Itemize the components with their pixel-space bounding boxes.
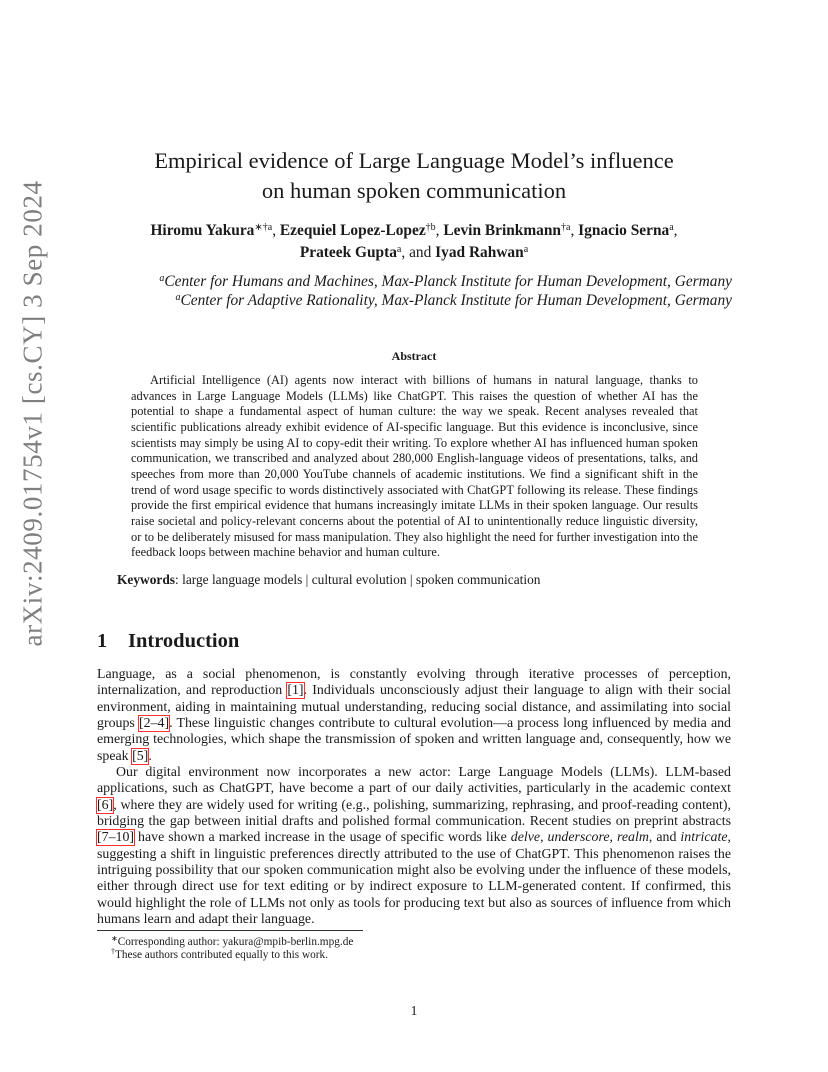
emphasized-word: underscore — [547, 830, 610, 846]
author-name: Ignacio Serna — [578, 222, 670, 239]
footnote — [111, 948, 328, 962]
footnote-text: These authors contributed equally to this work. — [115, 949, 329, 961]
author-mark: a — [669, 222, 674, 233]
author-list — [90, 220, 738, 264]
abstract — [131, 373, 698, 561]
paragraph-text: . These linguistic changes contribute to cultural evolution—a process long influenced by media and emerging technologies, which shape the transmission of spoken and written language and, consequently, how we speak — [97, 716, 731, 764]
keywords-text: : large language models | cultural evolution | spoken communication — [175, 572, 541, 587]
affiliations — [96, 272, 732, 310]
paragraph-text: have shown a marked increase in the usage of specific words like — [134, 830, 511, 846]
affiliation-mark: a — [175, 292, 181, 303]
keywords-label: Keywords — [117, 572, 176, 587]
affiliation-text: Center for Adaptive Rationality, Max-Planck Institute for Human Development, Germany — [180, 292, 732, 309]
keywords — [117, 572, 717, 588]
affiliation — [96, 291, 732, 310]
citation-link[interactable]: [2–4] — [138, 716, 170, 732]
title-line-2: on human spoken communication — [261, 178, 567, 203]
abstract-text: Artificial Intelligence (AI) agents now interact with billions of humans in natural language, thanks to advances in Large Language Models (LLMs) like ChatGPT. This raises the question of whether AI has the potential to shape a fundamental aspect of human culture: the way we speak. Recent analyses revealed that scientific publications already exhibit evidence of AI-specific language. But this evidence is inconclusive, since scientists may simply be using AI to copy-edit their writing. To explore whether AI has influenced human spoken communication, we transcribed and analyzed about 280,000 English-language videos of presentations, talks, and speeches from more than 20,000 YouTube channels of academic institutions. We find a significant shift in the trend of word usage specific to words distinctively associated with ChatGPT following its release. These findings provide the first empirical evidence that humans increasingly imitate LLMs in their spoken language. Our results raise societal and policy-relevant concerns about the potential of AI to unintentionally reduce linguistic diversity, or to be deliberately misused for mass manipulation. They also highlight the need for further investigation into the feedback loops between machine behavior and human culture. — [131, 373, 698, 560]
author-name: Prateek Gupta — [299, 244, 397, 261]
title-line-1: Empirical evidence of Large Language Model’s influence — [154, 148, 674, 173]
footnote-text: Corresponding author: yakura@mpib-berlin.mpg.de — [117, 936, 354, 948]
paragraph-text: , — [540, 830, 548, 846]
section-body — [97, 667, 731, 929]
footnote-rule — [97, 930, 363, 931]
paragraph-2 — [97, 765, 731, 928]
paragraph-text: , and — [648, 830, 681, 846]
author-name: Ezequiel Lopez-Lopez — [279, 222, 426, 239]
citation-link[interactable]: [6] — [97, 797, 114, 813]
paper-title — [90, 146, 738, 206]
section-number: 1 — [97, 630, 108, 652]
author-conjunction: and — [409, 244, 432, 261]
author-mark: ∗†a — [254, 222, 273, 233]
author-mark: †b — [425, 222, 436, 233]
paragraph-text: , suggesting a shift in linguistic preferences directly attributed to the use of ChatGPT. This phenomenon raises the intriguing possibility that our spoken communication might also be evolving under the influence of these models, either through direct use for text editing or by indirect exposure to LLM-generated content. If confirmed, this would highlight the role of LLMs not only as tools for producing text but also as sources of influence from which humans learn and adapt their language. — [97, 830, 731, 928]
author-name: Iyad Rahwan — [435, 244, 524, 261]
emphasized-word: intricate — [680, 830, 728, 846]
citation-link[interactable]: [5] — [132, 748, 149, 764]
section-heading — [97, 630, 239, 653]
paragraph-text: . — [148, 748, 152, 764]
author-line-2: Prateek Gupta$^a$, and Iyad Rahwan$^a$ — [299, 244, 529, 261]
emphasized-word: realm — [616, 830, 649, 846]
paragraph-text: Our digital environment now incorporates a new actor: Large Language Models (LLMs). LLM-based applications, such as ChatGPT, have become a part of our daily activities, particularly in the academic context — [97, 765, 731, 797]
affiliation-text: Center for Humans and Machines, Max-Planck Institute for Human Development, Germany — [164, 273, 732, 290]
author-mark: †a — [560, 222, 571, 233]
paragraph-text: , — [609, 830, 617, 846]
citation-link[interactable]: [7–10] — [97, 830, 135, 846]
emphasized-word: delve — [510, 830, 541, 846]
paragraph-1 — [97, 667, 731, 765]
arxiv-identifier: arXiv:2409.01754v1 [cs.CY] 3 Sep 2024 — [17, 180, 48, 647]
footnote-mark: † — [111, 947, 115, 956]
author-mark: a — [396, 244, 402, 255]
paragraph-text: . Individuals unconsciously adjust their language to align with their social environment, aiding in maintaining mutual understanding, reducing social distance, and assimilating into social groups — [97, 683, 731, 732]
paragraph-text: Language, as a social phenomenon, is constantly evolving through iterative processes of perception, internalization, and reproduction — [97, 667, 731, 699]
author-name: Levin Brinkmann — [443, 222, 561, 239]
section-title: Introduction — [128, 630, 240, 652]
footnote — [111, 935, 353, 949]
citation-link[interactable]: [1] — [287, 683, 304, 699]
abstract-heading: Abstract — [391, 349, 437, 363]
affiliation — [96, 272, 732, 291]
footnote-mark: ∗ — [111, 934, 118, 943]
affiliation-mark: a — [159, 273, 165, 284]
author-name: Hiromu Yakura — [150, 222, 255, 239]
paragraph-text: , where they are widely used for writing (e.g., polishing, summarizing, rephrasing, and proof-reading content), bridging the gap between initial drafts and polished formal communication. Recent studies on preprint abstracts — [97, 797, 731, 830]
author-line-1: Hiromu Yakura$^{∗\dagger a}$, Ezequiel Lopez-Lopez$^{\dagger b}$, Levin Brinkmann$^{\dagger a}$, Ignacio Serna$^a$, — [150, 222, 678, 239]
page-number: 1 — [410, 1003, 418, 1018]
author-mark: a — [523, 244, 529, 255]
